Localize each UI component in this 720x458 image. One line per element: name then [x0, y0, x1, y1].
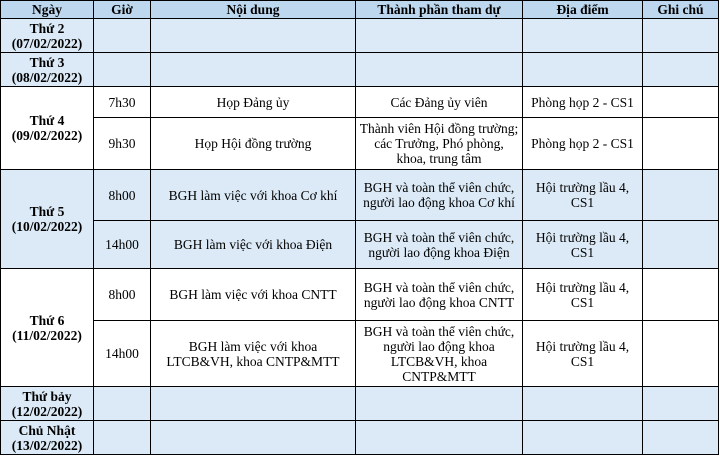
day-name: Thứ 5 — [29, 204, 65, 219]
event-time: 8h00 — [94, 170, 151, 221]
empty-cell — [94, 387, 151, 421]
empty-cell — [356, 53, 523, 87]
empty-cell — [523, 19, 643, 53]
day-cell — [1, 53, 94, 87]
event-content: BGH làm việc với khoa Điện — [151, 221, 356, 269]
day-cell — [1, 87, 94, 170]
empty-cell — [94, 53, 151, 87]
event-time: 14h00 — [94, 221, 151, 269]
header-content: Nội dung — [151, 1, 356, 19]
empty-cell — [151, 421, 356, 455]
header-time: Giờ — [94, 1, 151, 19]
day-cell — [1, 387, 94, 421]
empty-cell — [643, 387, 719, 421]
event-location: Hội trường lầu 4, CS1 — [523, 269, 643, 321]
event-attendees: BGH và toàn thể viên chức, người lao động khoa LTCB&VH, khoa CNTP&MTT — [356, 321, 523, 387]
event-attendees: BGH và toàn thể viên chức, người lao động khoa Điện — [356, 221, 523, 269]
day-date: (07/02/2022) — [11, 35, 83, 51]
empty-cell — [523, 387, 643, 421]
table-row — [1, 19, 719, 53]
empty-cell — [643, 421, 719, 455]
table-row — [1, 387, 719, 421]
event-location: Phòng họp 2 - CS1 — [523, 87, 643, 118]
empty-cell — [523, 53, 643, 87]
event-content: Họp Hội đồng trường — [151, 118, 356, 170]
event-attendees: BGH và toàn thể viên chức, người lao động khoa CNTT — [356, 269, 523, 321]
event-time: 9h30 — [94, 118, 151, 170]
event-attendees: Các Đảng ủy viên — [356, 87, 523, 118]
event-note — [643, 87, 719, 118]
empty-cell — [523, 421, 643, 455]
day-name: Thứ 2 — [29, 20, 65, 36]
event-time: 8h00 — [94, 269, 151, 321]
event-location: Hội trường lầu 4, CS1 — [523, 221, 643, 269]
table-row — [1, 321, 719, 387]
empty-cell — [643, 53, 719, 87]
day-cell — [1, 421, 94, 455]
empty-cell — [643, 19, 719, 53]
event-note — [643, 321, 719, 387]
header-attendees: Thành phần tham dự — [356, 1, 523, 19]
event-location: Hội trường lầu 4, CS1 — [523, 321, 643, 387]
event-time: 14h00 — [94, 321, 151, 387]
event-note — [643, 221, 719, 269]
empty-cell — [356, 387, 523, 421]
event-note — [643, 170, 719, 221]
header-note: Ghi chú — [643, 1, 719, 19]
empty-cell — [151, 387, 356, 421]
event-content: BGH làm việc với khoa CNTT — [151, 269, 356, 321]
empty-cell — [356, 421, 523, 455]
event-note — [643, 269, 719, 321]
day-cell — [1, 269, 94, 387]
day-date: (12/02/2022) — [11, 403, 83, 419]
day-date: (08/02/2022) — [11, 69, 83, 85]
table-row — [1, 269, 719, 321]
day-date: (09/02/2022) — [11, 128, 83, 143]
event-location: Hội trường lầu 4, CS1 — [523, 170, 643, 221]
empty-cell — [94, 421, 151, 455]
event-attendees: Thành viên Hội đồng trường; các Trưởng, Phó phòng, khoa, trung tâm — [356, 118, 523, 170]
day-name: Thứ 3 — [29, 54, 65, 70]
header-row — [1, 1, 719, 19]
empty-cell — [94, 19, 151, 53]
day-cell — [1, 19, 94, 53]
day-date: (11/02/2022) — [12, 327, 82, 343]
day-name: Thứ bảy — [22, 388, 72, 404]
empty-cell — [151, 19, 356, 53]
event-attendees: BGH và toàn thể viên chức, người lao động khoa Cơ khí — [356, 170, 523, 221]
day-date: (10/02/2022) — [11, 219, 83, 234]
table-row — [1, 221, 719, 269]
empty-cell — [356, 19, 523, 53]
day-name: Thứ 4 — [29, 113, 65, 128]
day-name: Chủ Nhật — [18, 422, 76, 438]
table-row — [1, 87, 719, 118]
table-row — [1, 53, 719, 87]
day-date: (13/02/2022) — [11, 437, 83, 453]
event-content: BGH làm việc với khoa Cơ khí — [151, 170, 356, 221]
empty-cell — [151, 53, 356, 87]
table-row — [1, 170, 719, 221]
header-location: Địa điểm — [523, 1, 643, 19]
header-day: Ngày — [1, 1, 94, 19]
day-name: Thứ 6 — [29, 312, 65, 328]
event-location: Phòng họp 2 - CS1 — [523, 118, 643, 170]
event-note — [643, 118, 719, 170]
day-cell — [1, 170, 94, 269]
event-content: BGH làm việc với khoa LTCB&VH, khoa CNTP&MTT — [151, 321, 356, 387]
table-row — [1, 118, 719, 170]
event-content: Họp Đảng ủy — [151, 87, 356, 118]
event-time: 7h30 — [94, 87, 151, 118]
table-row — [1, 421, 719, 455]
